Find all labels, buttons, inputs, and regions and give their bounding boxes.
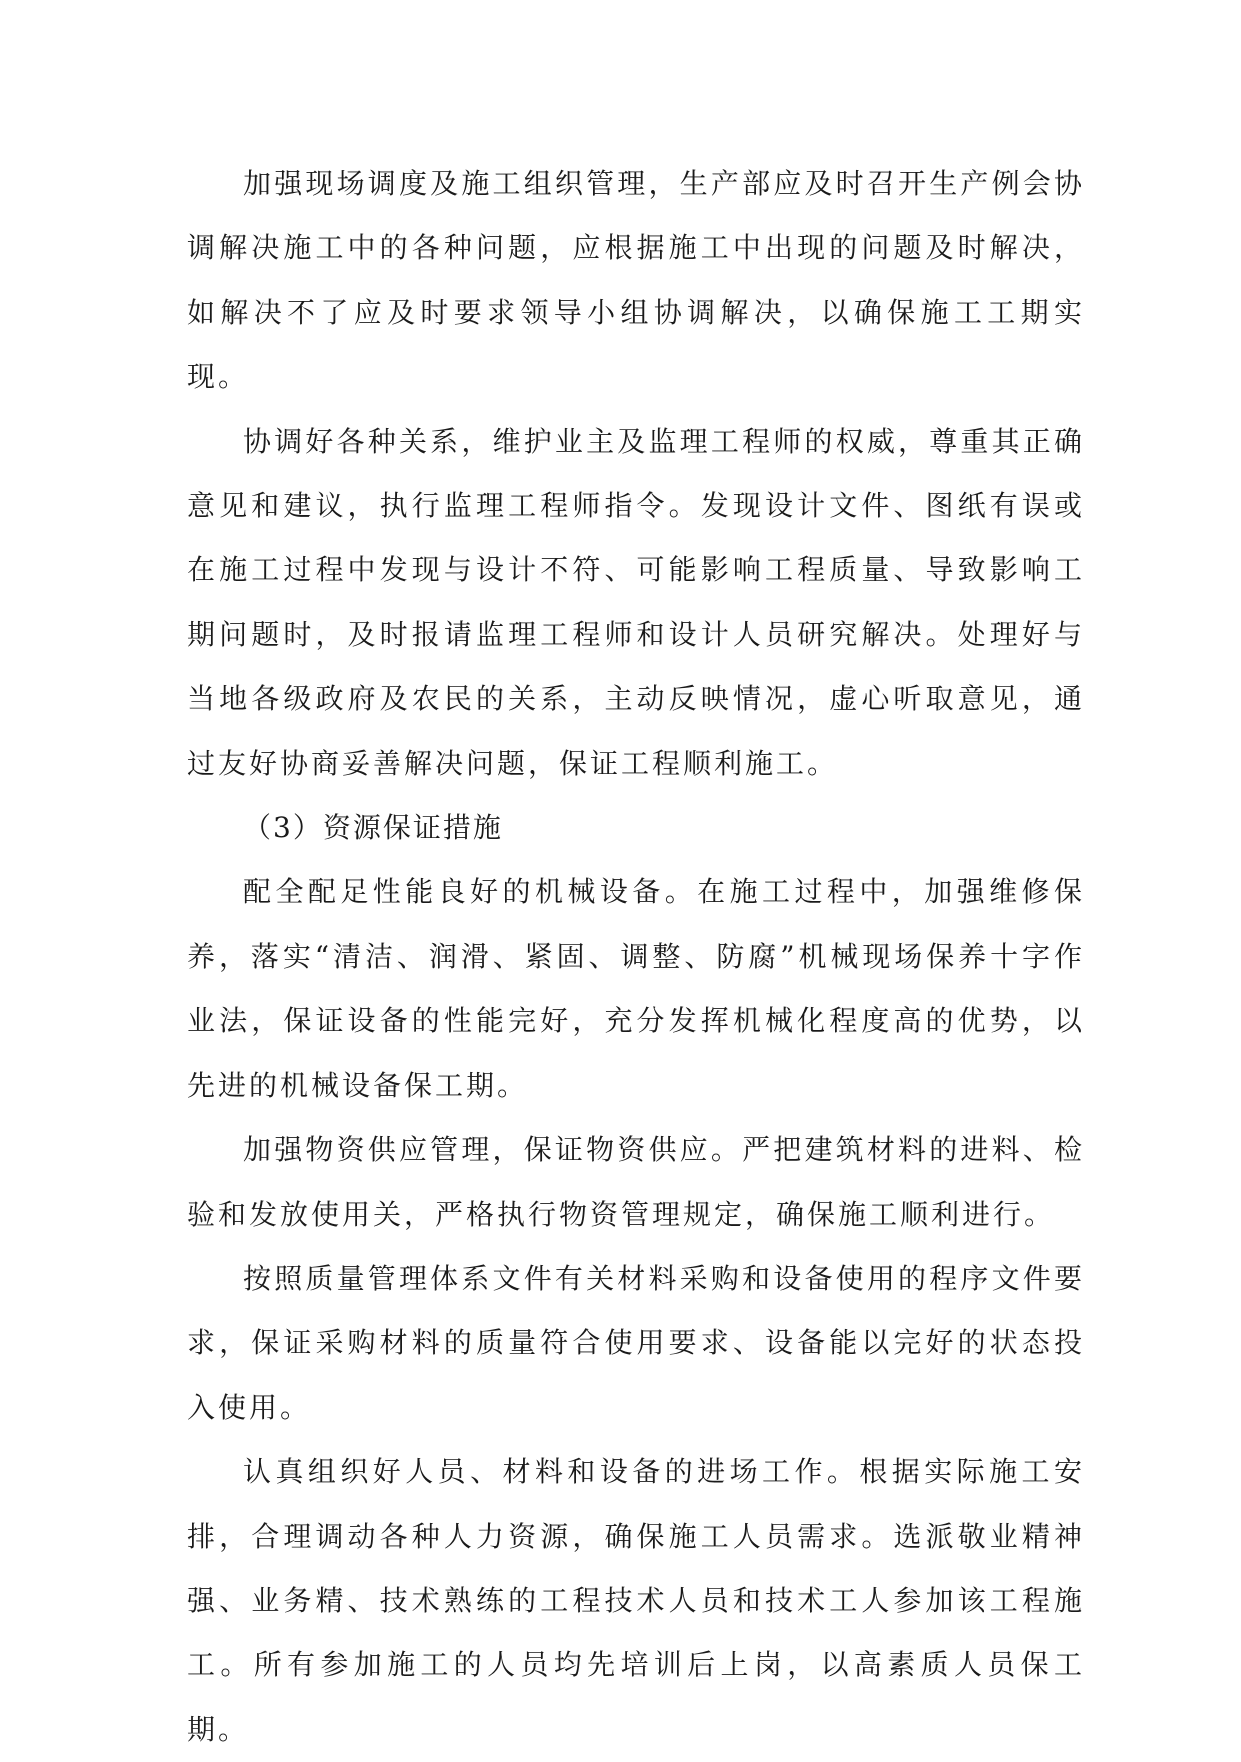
section-heading-resource-guarantee: （3）资源保证措施 <box>243 811 503 845</box>
paragraph-site-dispatch: 加强现场调度及施工组织管理，生产部应及时召开生产例会协调解决施工中的各种问题，应根据施工中出现的问题及时解决，如解决不了应及时要求领导小组协调解决，以确保施工工期实现。 <box>187 167 1085 394</box>
paragraph-relationships: 协调好各种关系，维护业主及监理工程师的权威，尊重其正确意见和建议，执行监理工程师指令。发现设计文件、图纸有误或在施工过程中发现与设计不符、可能影响工程质量、导致影响工期问题时，及时报请监理工程师和设计人员研究解决。处理好与当地各级政府及农民的关系，主动反映情况，虚心听取意见，通过友好协商妥善解决问题，保证工程顺利施工。 <box>187 424 1085 780</box>
paragraph-materials-supply: 加强物资供应管理，保证物资供应。严把建筑材料的进料、检验和发放使用关，严格执行物资管理规定，确保施工顺利进行。 <box>187 1133 1085 1231</box>
paragraph-personnel: 认真组织好人员、材料和设备的进场工作。根据实际施工安排，合理调动各种人力资源，确保施工人员需求。选派敬业精神强、业务精、技术熟练的工程技术人员和技术工人参加该工程施工。所有参加施工的人员均先培训后上岗，以高素质人员保工期。 <box>187 1455 1085 1746</box>
document-body <box>187 152 1085 1762</box>
paragraph-machinery: 配全配足性能良好的机械设备。在施工过程中，加强维修保养，落实“清洁、润滑、紧固、调整、防腐”机械现场保养十字作业法，保证设备的性能完好，充分发挥机械化程度高的优势，以先进的机械设备保工期。 <box>187 875 1085 1102</box>
paragraph-procurement: 按照质量管理体系文件有关材料采购和设备使用的程序文件要求，保证采购材料的质量符合使用要求、设备能以完好的状态投入使用。 <box>187 1261 1085 1424</box>
